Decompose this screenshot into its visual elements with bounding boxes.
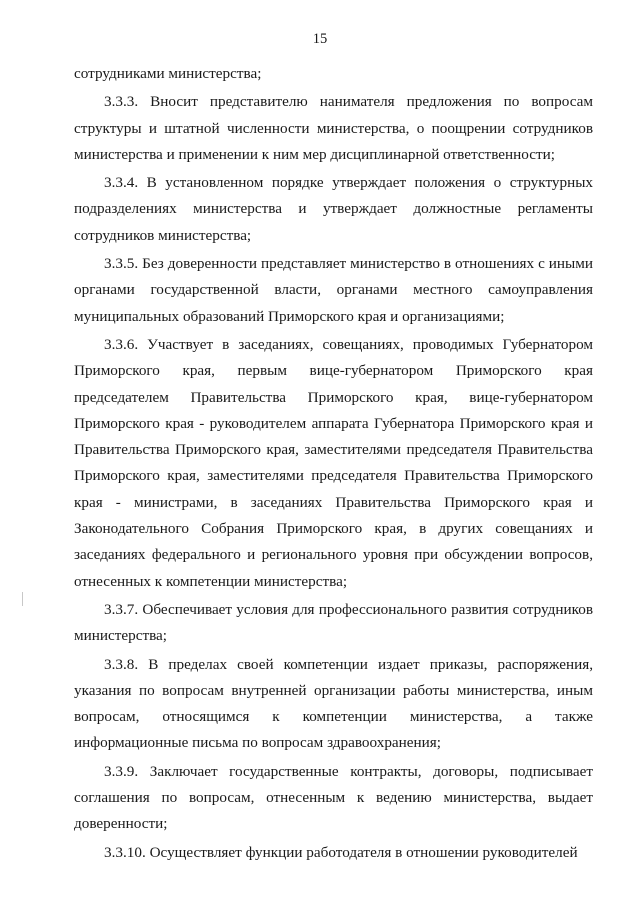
paragraph-3-3-6: 3.3.6. Участвует в заседаниях, совещаниях, проводимых Губернатором Приморского края, первым вице-губернатором Приморского края председателем Правительства Приморского края, вице-губернатором Приморского края - руководителем аппарата Губернатора Приморского края и Правительства Приморского края, заместителями председателя Правительства Приморского края, заместителями председателя Правительства Приморского края - министрами, в заседаниях Правительства Приморского края и Законодательного Собрания Приморского края, в других совещаниях и заседаниях федерального и регионального уровня при обсуждении вопросов, отнесенных к компетенции министерства; <box>74 335 593 590</box>
paragraph-3-3-10: 3.3.10. Осуществляет функции работодателя в отношении руководителей <box>104 843 578 861</box>
paragraph-3-3-8: 3.3.8. В пределах своей компетенции издает приказы, распоряжения, указания по вопросам внутренней организации работы министерства, иным вопросам, относящимся к компетенции министерства, а также информационные письма по вопросам здравоохранения; <box>74 655 593 752</box>
paragraph-3-3-9: 3.3.9. Заключает государственные контракты, договоры, подписывает соглашения по вопросам, отнесенным к ведению министерства, выдает доверенности; <box>74 762 593 833</box>
document-body <box>74 61 593 868</box>
paragraph-continuation: сотрудниками министерства; <box>74 65 262 82</box>
paragraph-3-3-7: 3.3.7. Обеспечивает условия для профессионального развития сотрудников министерства; <box>74 600 593 645</box>
page-number: 15 <box>312 31 328 47</box>
paragraph-3-3-3: 3.3.3. Вносит представителю нанимателя предложения по вопросам структуры и штатной численности министерства, о поощрении сотрудников министерства и применении к ним мер дисциплинарной ответственности; <box>74 93 593 163</box>
paragraph-3-3-5: 3.3.5. Без доверенности представляет министерство в отношениях с иными органами государственной власти, органами местного самоуправления муниципальных образований Приморского края и организациями; <box>74 255 593 325</box>
paragraph-3-3-4: 3.3.4. В установленном порядке утверждает положения о структурных подразделениях министерства и утверждает должностные регламенты сотрудников министерства; <box>74 174 593 244</box>
scan-margin-mark <box>22 592 23 606</box>
